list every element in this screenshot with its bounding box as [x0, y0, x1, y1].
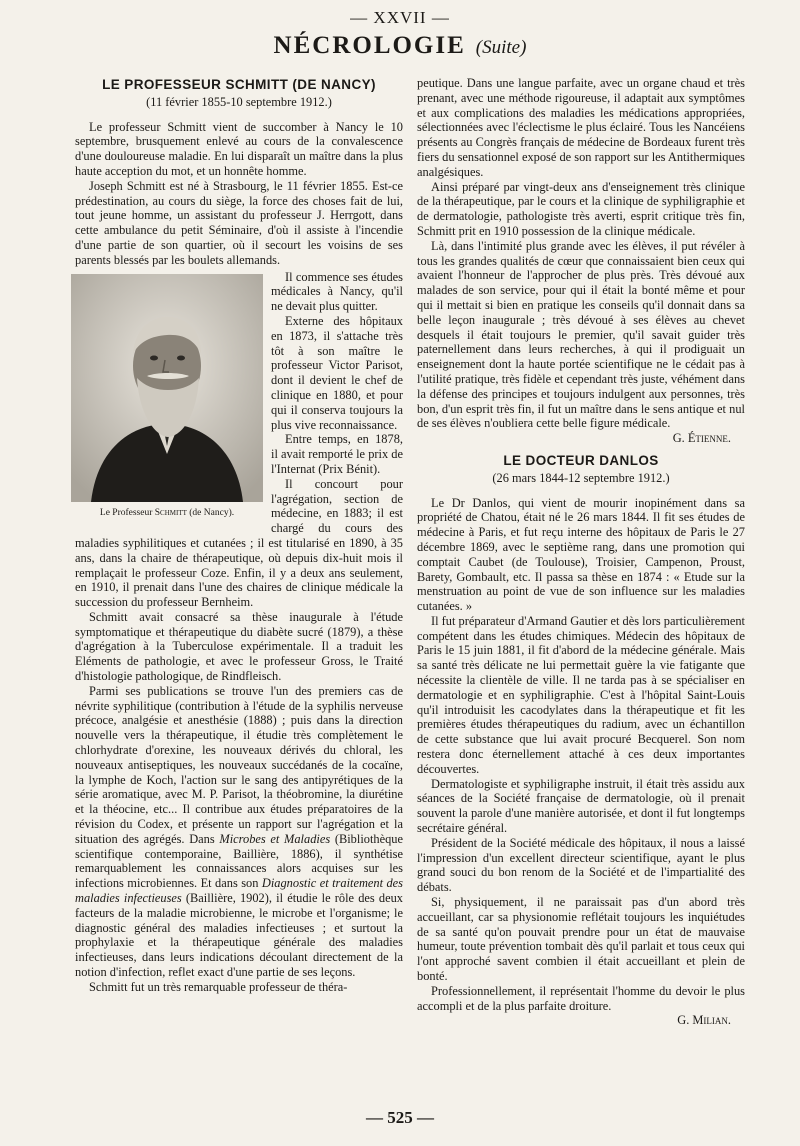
paragraph: Externe des hôpitaux en 1873, il s'attache très tôt à son maître le professeur Victor Parisot, dont il devient le chef de clinique en 1880, et pour qui il conserva toujours la plus vive reconnaissance. — [271, 313, 403, 432]
paragraph: Le professeur Schmitt vient de succomber à Nancy le 10 septembre, brusquement enlevé au cours de la convalescence d'une douloureuse maladie. En lui disparaît un maître dans la plus haute acception du mot, et un honnête homme. — [75, 119, 403, 178]
paragraph: Il fut préparateur d'Armand Gautier et dès lors particulièrement compétent dans les études chimiques. Médecin des hôpitaux de Paris le 15 juin 1881, il fit d'abord de la médecine générale. Mais sa santé très délicate ne lui permettait guère la vie fatigante que nécessite la clientèle de ville. Il ne tarda pas à se spécialiser en dermatologie et en syphiligraphie. C'est à l'hôpital Saint-Louis qu'il introduisit les cacodylates dans la thérapeutique et fit les premières études thérapeutiques du radium, avec un échantillon de cette substance que lui avait procuré Becquerel. Son nom restera donc éternellement attaché à ces deux importantes découvertes. — [417, 613, 745, 776]
paragraph: Dermatologiste et syphiligraphe instruit, il était très assidu aux séances de la Société française de dermatologie, où il prenait souvent la parole d'une manière autorisée, et dont il fut longtemps secrétaire général. — [417, 776, 745, 836]
paragraph: Parmi ses publications se trouve l'un des premiers cas de névrite syphilitique (contribution à l'étude de la syphilis nerveuse précoce, analgésie et anesthésie (1888) ; puis dans la direction nouvelle vers la thérapeutique, il étudie très complètement le chlorhydrate d'orexine, les nouveaux dérivés du chloral, les nouveaux antiseptiques, les nouveaux succédanés de la cocaïne, la lymphe de Koch, l'action sur le sang des antipyrétiques de la série aromatique, avec M. P. Parisot, la théobromine, la diurétine et la théocine, etc... Il contribue aux études préparatoires de la révision du Codex, et présente un rapport sur l'agrégation et la situation des agrégés. Dans Microbes et Maladies (Bibliothèque scientifique contemporaine, Baillière, 1886), il synthétise remarquablement les connaissances alors acquises sur les infections microbiennes. Et dans son Diagnostic et traitement des maladies infectieuses (Baillière, 1902), il étudie le rôle des deux facteurs de la maladie microbienne, le microbe et l'organisme; le diagnostic général des maladies infectieuses ; et surtout la prophylaxie et la thérapeutique générale des maladies infectieuses, dans leurs indications découlant directement de la notion d'infection, reflet exact d'une partie de ses leçons. — [75, 683, 403, 980]
portrait-schmitt-image — [71, 274, 263, 502]
left-column — [75, 76, 403, 995]
paragraph: Il concourt pour l'agrégation, section de médecine, en 1883; il est chargé du cours des maladies syphilitiques et cutanées ; il est titularisé en 1890, à 35 ans, dans la chaire de thérapeutique, où depuis dix-huit mois il remplaçait le professeur Coze. Enfin, il y a deux ans seulement, en 1910, il prenait dans l'une des chaires de clinique médicale la succession du professeur Bernheim. — [75, 476, 403, 610]
paragraph: Si, physiquement, il ne paraissait pas d'un abord très accueillant, car sa physionomie reflétait toujours les inquiétudes de sa santé qu'on pouvait prendre pour un état de mauvaise humeur, toute prévention tombait dès qu'il parlait et tous ceux qui l'ont approché savent combien il était accueillant et plein de bonté. — [417, 895, 745, 984]
right-column — [417, 76, 745, 1028]
portrait-figure — [71, 274, 263, 518]
paragraph: Ainsi préparé par vingt-deux ans d'enseignement très clinique de la thérapeutique, par le cours et la clinique de syphiligraphie et de dermatologie, pathologiste très averti, esprit critique très fin, Schmitt prit en 1910 possession de la clinique médicale. — [417, 179, 745, 238]
paragraph: Schmitt fut un très remarquable professeur de théra- — [89, 979, 348, 994]
paragraph: Entre temps, en 1878, il avait remporté le prix de l'Internat (Prix Bénit). — [271, 432, 403, 476]
article-schmitt-dates: (11 février 1855-10 septembre 1912.) — [146, 94, 332, 109]
paragraph: Le Dr Danlos, qui vient de mourir inopinément dans sa propriété de Chatou, était né le 26 mars 1844. Il fit ses études de médecine à Paris, et fut reçu interne des hôpitaux de Paris le 27 décembre 1869, avec le septième rang, dans une promotion qui comptait Caubet (de Toulouse), Troisier, Campenon, Proust, Barety, Gombault, etc. Il passa sa thèse en 1874 : « Etude sur la menstruation au point de vue de son influence sur les maladies cutanées. » — [417, 495, 745, 614]
paragraph: Professionnellement, il représentait l'homme du devoir le plus accompli et de la plus parfaite droiture. — [417, 983, 745, 1013]
paragraph: Président de la Société médicale des hôpitaux, il nous a laissé l'impression d'un excellent directeur scientifique, ayant le plus grand souci du bon renom de la Société et de l'impartialité des débats. — [417, 835, 745, 895]
signature-etienne: G. Étienne. — [672, 431, 731, 446]
portrait-caption: Le Professeur Schmitt (de Nancy). — [99, 507, 235, 518]
article-schmitt-heading: LE PROFESSEUR SCHMITT (DE NANCY) — [102, 77, 376, 92]
section-title-suite: (Suite) — [475, 37, 527, 58]
page-number: — 525 — — [366, 1108, 434, 1127]
section-title — [0, 32, 800, 60]
roman-page-number: — XXVII — — [350, 8, 450, 27]
signature-milian: G. Milian. — [677, 1013, 731, 1028]
section-title-main: NÉCROLOGIE — [273, 32, 466, 59]
paragraph: Il commence ses études médicales à Nancy, qu'il ne devait plus quitter. — [271, 269, 403, 314]
article-danlos-heading: LE DOCTEUR DANLOS — [503, 452, 659, 468]
paragraph: Schmitt avait consacré sa thèse inaugurale à l'étude symptomatique et thérapeutique du diabète sucré (1879), a thèse d'agrégation à la Tuberculose expérimentale. Il a traduit les Eléments de pathologie, et avec le professeur Gross, le Traité d'histologie pathologique, de Rindfleisch. — [75, 609, 403, 684]
paragraph: peutique. Dans une langue parfaite, avec un organe chaud et très prenant, avec une méthode rigoureuse, il adaptait aux symptômes et aux complications des maladies les médications appropriées, sélectionnées avec l'éclectisme le plus éclairé. Tous les Nancéiens présents au Congrès français de médecine de Bordeaux furent très fiers du sensationnel exposé de son rapport sur les Antithermiques analgésiques. — [417, 76, 745, 179]
paragraph: Joseph Schmitt est né à Strasbourg, le 11 février 1855. Est-ce prédestination, au cours du siège, la force des choses fait de lui, tout jeune homme, un assistant du professeur J. Herrgott, dans cette ambulance du petit Séminaire, d'où il assiste à l'incendie d'une partie de son quartier, où il secourt les voisins de ses parents blessés par les boulets allemands. — [75, 178, 403, 267]
paragraph: Là, dans l'intimité plus grande avec les élèves, il put révéler à tous les grandes qualités de cœur que connaissaient bien ceux qui avaient l'honneur de l'approcher de plus près. Très dévoué aux malades de son service, pour qui il était la bonté même et pour qui il mettait si bien en pratique les conseils qu'il donnait dans sa belle leçon inaugurale ; très dévoué à ses élèves au chevet desquels il était toujours le premier, qu'il savait guider très paternellement dans leurs recherches, à qui il prodiguait un enseignement dont la haute portée scientifique ne le cédait pas à l'utilité pratique, très fidèle et cependant très juste, véhément dans la défense des principes et toujours indulgent aux personnes, très bon, d'un esprit très fin, il fut un maître dans le sens antique et nul de ses élèves n'oubliera cette belle figure médicale. — [417, 238, 745, 431]
article-danlos-dates: (26 mars 1844-12 septembre 1912.) — [492, 470, 670, 485]
